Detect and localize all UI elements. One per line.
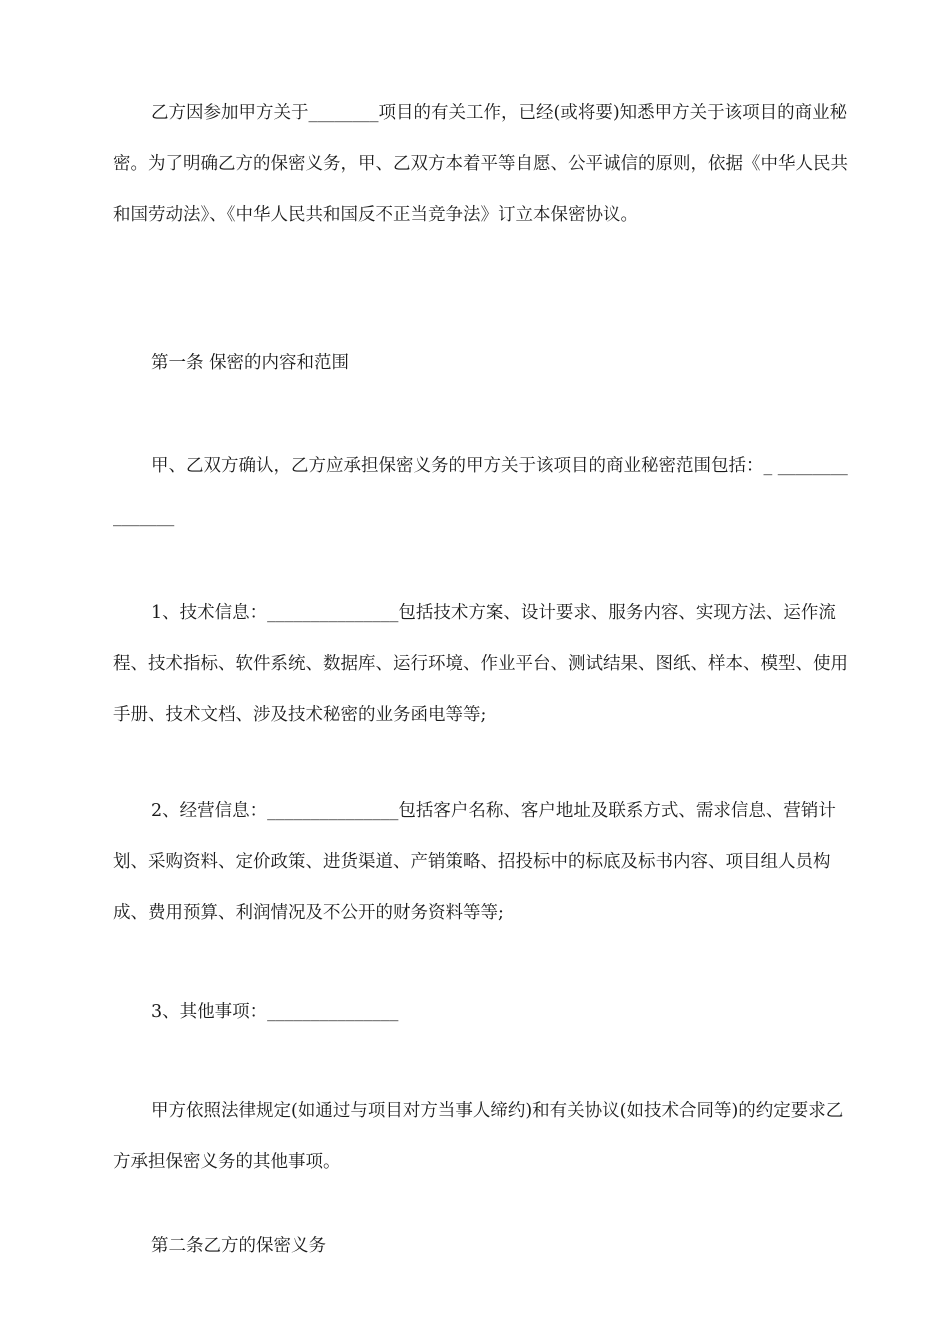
article-1-scope-paragraph: 甲、乙双方确认，乙方应承担保密义务的甲方关于该项目的商业秘密范围包括：_ _______________ (113, 456, 848, 527)
item-3-other-matters: 3、其他事项：_______________ (151, 1002, 399, 1022)
item-2-business-info: 2、经营信息：_______________包括客户名称、客户地址及联系方式、需求信息、营销计划、采购资料、定价政策、进货渠道、产销策略、招投标中的标底及标书内容、项目组人员构成、费用预算、利润情况及不公开的财务资料等等; (113, 801, 836, 923)
other-matters-paragraph: 甲方依照法律规定(如通过与项目对方当事人缔约)和有关协议(如技术合同等)的约定要求乙方承担保密义务的其他事项。 (113, 1101, 844, 1172)
item-1-technical-info: 1、技术信息：_______________包括技术方案、设计要求、服务内容、实现方法、运作流程、技术指标、软件系统、数据库、运行环境、作业平台、测试结果、图纸、样本、模型、使用手册、技术文档、涉及技术秘密的业务函电等等; (113, 603, 848, 725)
intro-paragraph: 乙方因参加甲方关于________项目的有关工作，已经(或将要)知悉甲方关于该项目的商业秘密。为了明确乙方的保密义务，甲、乙双方本着平等自愿、公平诚信的原则，依据《中华人民共和国劳动法》、《中华人民共和国反不正当竞争法》订立本保密协议。 (113, 103, 848, 225)
article-1-heading: 第一条 保密的内容和范围 (151, 353, 350, 373)
article-2-heading: 第二条乙方的保密义务 (151, 1236, 326, 1256)
